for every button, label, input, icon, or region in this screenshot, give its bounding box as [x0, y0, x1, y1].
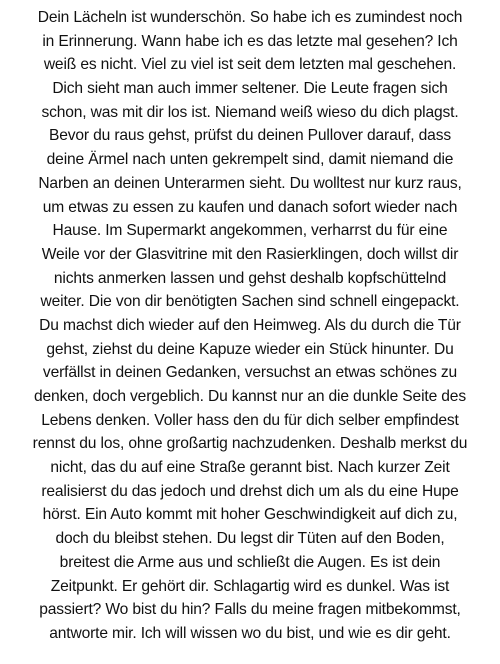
document-body — [0, 6, 500, 646]
text-line: weiß es nicht. Viel zu viel ist seit dem letzten mal geschehen. — [43, 56, 457, 74]
text-line: Zeitpunkt. Er gehört dir. Schlagartig wird es dunkel. Was ist — [50, 577, 450, 595]
text-line: Dein Lächeln ist wunderschön. So habe ich es zumindest noch — [37, 9, 463, 26]
text-line: realisierst du das jedoch und drehst dich um als du eine Hupe — [41, 482, 459, 500]
text-line: nichts anmerken lassen und gehst deshalb kopfschüttelnd — [53, 269, 447, 287]
text-line: Bevor du raus gehst, prüfst du deinen Pullover darauf, dass — [48, 127, 452, 145]
text-line: rennst du los, ohne großartig nachzudenken. Deshalb merkst du — [32, 435, 468, 453]
text-line: Du machst dich wieder auf den Heimweg. Als du durch die Tür — [39, 316, 461, 334]
text-line: deine Ärmel nach unten gekrempelt sind, damit niemand die — [46, 151, 454, 169]
text-line: denken, doch vergeblich. Du kannst nur an die dunkle Seite des — [34, 388, 466, 405]
text-line: hörst. Ein Auto kommt mit hoher Geschwindigkeit auf dich zu, — [42, 506, 458, 524]
text-line: breitest die Arme aus und schließt die Augen. Es ist dein — [59, 553, 441, 571]
text-line: verfällst in deinen Gedanken, versuchst an etwas schönes zu — [42, 364, 458, 382]
text-line: Hause. Im Supermarkt angekommen, verharrst du für eine — [52, 222, 448, 240]
text-line: Dich sieht man auch immer seltener. Die Leute fragen sich — [52, 80, 448, 98]
text-line: antworte mir. Ich will wissen wo du bist, und wie es dir geht. — [49, 624, 451, 642]
text-line: Narben an deinen Unterarmen sieht. Du wolltest nur kurz raus, — [38, 174, 462, 192]
text-line: in Erinnerung. Wann habe ich es das letzte mal gesehen? Ich — [42, 32, 458, 50]
text-line: Weile vor der Glasvitrine mit den Rasierklingen, doch willst dir — [41, 245, 459, 263]
text-line: Lebens denken. Voller hass den du für dich selber empfindest — [41, 411, 459, 429]
text-line: passiert? Wo bist du hin? Falls du meine fragen mitbekommst, — [39, 601, 461, 619]
text-line: um etwas zu essen zu kaufen und danach sofort wieder nach — [42, 198, 458, 216]
text-line: nicht, das du auf eine Straße gerannt bist. Nach kurzer Zeit — [50, 459, 450, 477]
text-line: doch du bleibst stehen. Du legst dir Tüten auf den Boden, — [55, 530, 445, 548]
text-line: schon, was mit dir los ist. Niemand weiß wieso du dich plagst. — [41, 103, 459, 121]
text-line: weiter. Die von dir benötigten Sachen sind schnell eingepackt. — [40, 293, 460, 311]
text-line: gehst, ziehst du deine Kapuze wieder ein Stück hinunter. Du — [46, 340, 454, 358]
